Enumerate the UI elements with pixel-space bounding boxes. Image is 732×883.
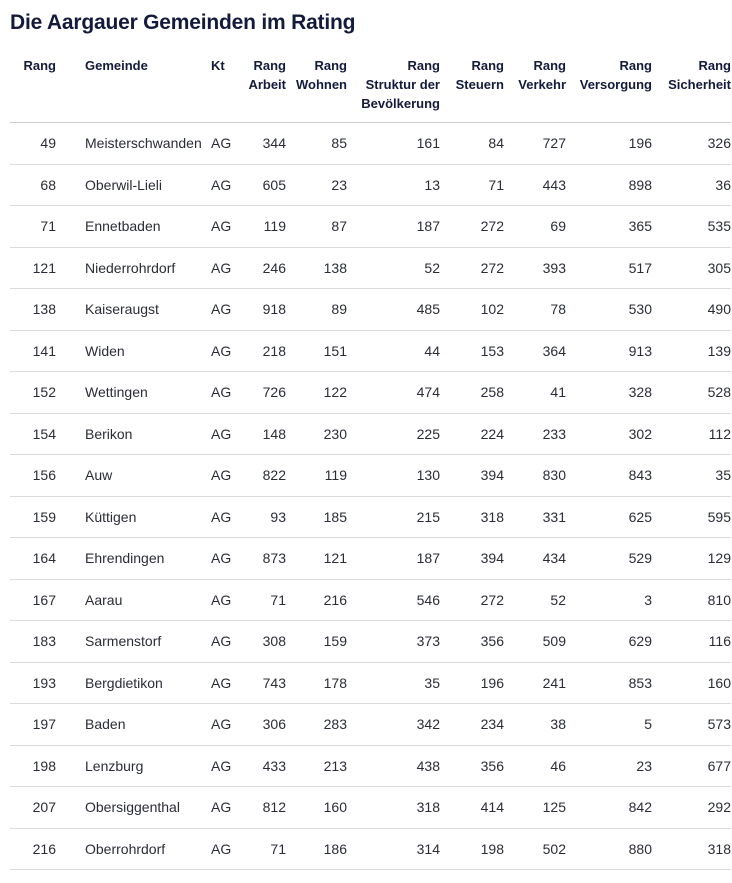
table-row <box>10 787 731 829</box>
table-row <box>10 662 731 704</box>
col-header-rang-verkehr: Rang Verkehr <box>518 58 566 92</box>
col-header-rang-versorgung: Rang Versorgung <box>579 58 652 92</box>
cell-kt: AG <box>211 508 232 525</box>
cell-rang-struktur: 52 <box>424 259 440 276</box>
table-widget <box>0 10 732 870</box>
cell-kt: AG <box>211 633 232 650</box>
cell-rang: 197 <box>32 716 56 733</box>
cell-gemeinde: Aarau <box>85 591 123 608</box>
cell-rang-wohnen: 186 <box>323 840 347 857</box>
cell-rang-steuern: 272 <box>480 591 504 608</box>
cell-gemeinde: Auw <box>85 467 113 484</box>
cell-rang-steuern: 414 <box>480 799 504 816</box>
cell-gemeinde: Obersiggenthal <box>85 799 180 816</box>
cell-rang-steuern: 272 <box>480 218 504 235</box>
cell-rang-arbeit: 743 <box>262 674 286 691</box>
table-row <box>10 413 731 455</box>
cell-rang-struktur: 35 <box>424 674 440 691</box>
cell-kt: AG <box>211 799 232 816</box>
cell-rang-arbeit: 148 <box>262 425 286 442</box>
cell-rang: 138 <box>32 301 56 318</box>
cell-rang-struktur: 161 <box>416 135 440 152</box>
cell-rang-verkehr: 727 <box>542 135 566 152</box>
cell-kt: AG <box>211 218 232 235</box>
cell-rang-arbeit: 246 <box>262 259 286 276</box>
table-row <box>10 621 731 663</box>
cell-rang-versorgung: 5 <box>644 716 652 733</box>
cell-rang-arbeit: 726 <box>262 384 286 401</box>
cell-rang-steuern: 196 <box>480 674 504 691</box>
cell-rang-wohnen: 159 <box>323 633 347 650</box>
cell-rang-sicherheit: 139 <box>707 342 731 359</box>
cell-rang-struktur: 318 <box>416 799 440 816</box>
cell-rang-sicherheit: 326 <box>707 135 731 152</box>
table-row <box>10 579 731 621</box>
table-row <box>10 372 731 414</box>
cell-kt: AG <box>211 301 232 318</box>
cell-rang-verkehr: 78 <box>550 301 566 318</box>
cell-gemeinde: Oberwil-Lieli <box>85 176 163 193</box>
table-row <box>10 164 731 206</box>
cell-rang-versorgung: 530 <box>628 301 652 318</box>
cell-rang-wohnen: 230 <box>323 425 347 442</box>
cell-rang-verkehr: 125 <box>542 799 566 816</box>
cell-rang-arbeit: 218 <box>262 342 286 359</box>
cell-kt: AG <box>211 135 232 152</box>
cell-rang: 216 <box>32 840 56 857</box>
cell-rang-struktur: 474 <box>416 384 440 401</box>
cell-rang: 183 <box>32 633 56 650</box>
cell-rang-versorgung: 898 <box>628 176 652 193</box>
cell-rang-wohnen: 121 <box>323 550 347 567</box>
col-header-rang-wohnen: Rang Wohnen <box>295 58 347 92</box>
cell-gemeinde: Wettingen <box>85 384 148 401</box>
cell-gemeinde: Ennetbaden <box>85 218 161 235</box>
cell-rang-wohnen: 119 <box>324 467 347 484</box>
cell-gemeinde: Baden <box>85 716 126 733</box>
cell-rang-struktur: 438 <box>416 757 440 774</box>
cell-rang: 49 <box>40 135 56 152</box>
cell-rang-arbeit: 93 <box>270 508 286 525</box>
cell-rang: 68 <box>40 176 56 193</box>
cell-gemeinde: Meisterschwanden <box>85 135 202 152</box>
cell-rang-versorgung: 529 <box>628 550 652 567</box>
col-header-rang-arbeit: Rang Arbeit <box>248 58 286 92</box>
cell-rang-verkehr: 46 <box>550 757 566 774</box>
cell-rang: 159 <box>32 508 56 525</box>
cell-rang-struktur: 373 <box>416 633 440 650</box>
cell-rang-struktur: 215 <box>416 508 440 525</box>
cell-rang-versorgung: 842 <box>628 799 652 816</box>
cell-rang-wohnen: 151 <box>323 342 347 359</box>
col-header-rang: Rang <box>23 58 56 73</box>
table-row <box>10 538 731 580</box>
table-row <box>10 704 731 746</box>
cell-rang-steuern: 318 <box>480 508 504 525</box>
cell-gemeinde: Sarmenstorf <box>85 633 162 650</box>
cell-rang-arbeit: 433 <box>262 757 286 774</box>
cell-rang-versorgung: 517 <box>628 259 652 276</box>
cell-gemeinde: Berikon <box>85 425 133 442</box>
cell-rang-wohnen: 85 <box>331 135 347 152</box>
cell-rang-arbeit: 812 <box>262 799 286 816</box>
cell-rang-verkehr: 830 <box>542 467 566 484</box>
cell-rang-sicherheit: 116 <box>708 633 731 650</box>
cell-rang-sicherheit: 112 <box>708 425 731 442</box>
cell-rang-struktur: 225 <box>416 425 440 442</box>
cell-rang-steuern: 272 <box>480 259 504 276</box>
cell-rang-steuern: 394 <box>480 467 504 484</box>
cell-kt: AG <box>211 384 232 401</box>
cell-rang-arbeit: 306 <box>262 716 286 733</box>
cell-rang-steuern: 258 <box>480 384 504 401</box>
cell-rang-steuern: 198 <box>480 840 504 857</box>
cell-gemeinde: Lenzburg <box>85 757 144 774</box>
col-header-rang-struktur: Rang Struktur der Bevölkerung <box>361 58 440 111</box>
cell-kt: AG <box>211 550 232 567</box>
col-header-rang-sicherheit: Rang Sicherheit <box>668 58 731 92</box>
cell-rang: 121 <box>32 259 56 276</box>
cell-rang: 152 <box>32 384 56 401</box>
cell-rang-versorgung: 853 <box>628 674 652 691</box>
cell-rang-wohnen: 23 <box>331 176 347 193</box>
cell-rang-steuern: 153 <box>480 342 504 359</box>
cell-rang-wohnen: 87 <box>331 218 347 235</box>
cell-rang: 164 <box>32 550 56 567</box>
cell-gemeinde: Oberrohrdorf <box>85 840 166 857</box>
cell-rang-sicherheit: 292 <box>707 799 731 816</box>
table-row <box>10 455 731 497</box>
cell-rang-arbeit: 918 <box>262 301 286 318</box>
cell-gemeinde: Küttigen <box>85 508 137 525</box>
table-row <box>10 247 731 289</box>
cell-rang-arbeit: 119 <box>263 218 286 235</box>
cell-rang-arbeit: 605 <box>262 176 286 193</box>
cell-rang: 71 <box>40 218 56 235</box>
cell-rang-versorgung: 302 <box>628 425 652 442</box>
cell-rang-verkehr: 41 <box>550 384 566 401</box>
cell-gemeinde: Widen <box>85 342 125 359</box>
cell-rang-verkehr: 509 <box>542 633 566 650</box>
cell-kt: AG <box>211 467 232 484</box>
cell-rang-verkehr: 434 <box>542 550 566 567</box>
cell-rang-sicherheit: 535 <box>707 218 731 235</box>
table-row <box>10 123 731 165</box>
cell-rang-verkehr: 393 <box>542 259 566 276</box>
cell-rang-sicherheit: 160 <box>707 674 731 691</box>
cell-rang-verkehr: 38 <box>550 716 566 733</box>
cell-rang: 198 <box>32 757 56 774</box>
table-body <box>10 123 731 870</box>
cell-kt: AG <box>211 757 232 774</box>
cell-rang-sicherheit: 677 <box>707 757 731 774</box>
cell-rang-sicherheit: 573 <box>707 716 731 733</box>
cell-kt: AG <box>211 425 232 442</box>
cell-rang-steuern: 394 <box>480 550 504 567</box>
cell-kt: AG <box>211 342 232 359</box>
cell-rang-versorgung: 625 <box>628 508 652 525</box>
cell-rang-verkehr: 443 <box>542 176 566 193</box>
cell-rang-sicherheit: 318 <box>707 840 731 857</box>
cell-rang-arbeit: 344 <box>262 135 286 152</box>
cell-rang-versorgung: 365 <box>628 218 652 235</box>
cell-rang-arbeit: 308 <box>262 633 286 650</box>
cell-rang-verkehr: 69 <box>550 218 566 235</box>
table-row <box>10 828 731 870</box>
cell-rang: 193 <box>32 674 56 691</box>
header-row <box>10 56 731 123</box>
cell-rang-steuern: 224 <box>480 425 504 442</box>
cell-rang-struktur: 13 <box>424 176 440 193</box>
cell-rang-sicherheit: 810 <box>707 591 731 608</box>
col-header-rang-steuern: Rang Steuern <box>455 58 504 92</box>
cell-rang-wohnen: 89 <box>331 301 347 318</box>
cell-rang-wohnen: 283 <box>323 716 347 733</box>
cell-kt: AG <box>211 591 232 608</box>
cell-rang-wohnen: 138 <box>323 259 347 276</box>
cell-rang-struktur: 44 <box>424 342 440 359</box>
cell-rang-steuern: 102 <box>480 301 504 318</box>
cell-rang-verkehr: 364 <box>542 342 566 359</box>
cell-rang-struktur: 342 <box>416 716 440 733</box>
cell-rang-verkehr: 241 <box>542 674 566 691</box>
cell-rang-struktur: 187 <box>416 218 440 235</box>
cell-gemeinde: Bergdietikon <box>85 674 163 691</box>
cell-rang-struktur: 314 <box>416 840 440 857</box>
cell-rang-arbeit: 873 <box>262 550 286 567</box>
cell-rang-wohnen: 185 <box>323 508 347 525</box>
cell-rang: 154 <box>32 425 56 442</box>
cell-rang-versorgung: 196 <box>628 135 652 152</box>
cell-rang-struktur: 546 <box>416 591 440 608</box>
cell-rang-versorgung: 629 <box>628 633 652 650</box>
cell-rang: 207 <box>32 799 56 816</box>
cell-rang-sicherheit: 36 <box>715 176 731 193</box>
cell-rang-arbeit: 822 <box>262 467 286 484</box>
cell-gemeinde: Niederrohrdorf <box>85 259 176 276</box>
cell-kt: AG <box>211 176 232 193</box>
cell-gemeinde: Ehrendingen <box>85 550 165 567</box>
cell-kt: AG <box>211 259 232 276</box>
cell-rang: 156 <box>32 467 56 484</box>
cell-rang-wohnen: 216 <box>323 591 347 608</box>
cell-rang-versorgung: 880 <box>628 840 652 857</box>
cell-rang: 141 <box>32 342 56 359</box>
cell-rang-versorgung: 23 <box>636 757 652 774</box>
cell-rang-sicherheit: 528 <box>707 384 731 401</box>
cell-rang-versorgung: 843 <box>628 467 652 484</box>
cell-rang-sicherheit: 595 <box>707 508 731 525</box>
cell-rang: 167 <box>32 591 56 608</box>
cell-rang-verkehr: 233 <box>542 425 566 442</box>
cell-rang-sicherheit: 35 <box>715 467 731 484</box>
col-header-gemeinde: Gemeinde <box>85 58 148 73</box>
rating-table <box>10 56 731 870</box>
cell-rang-versorgung: 3 <box>644 591 652 608</box>
cell-rang-sicherheit: 305 <box>707 259 731 276</box>
col-header-kt: Kt <box>211 58 225 73</box>
table-row <box>10 330 731 372</box>
cell-rang-steuern: 356 <box>480 757 504 774</box>
cell-rang-sicherheit: 129 <box>707 550 731 567</box>
cell-rang-wohnen: 160 <box>323 799 347 816</box>
cell-rang-arbeit: 71 <box>270 840 286 857</box>
cell-kt: AG <box>211 716 232 733</box>
cell-kt: AG <box>211 840 232 857</box>
cell-rang-wohnen: 178 <box>323 674 347 691</box>
cell-rang-struktur: 130 <box>416 467 440 484</box>
cell-rang-sicherheit: 490 <box>707 301 731 318</box>
cell-rang-verkehr: 52 <box>550 591 566 608</box>
cell-rang-wohnen: 122 <box>323 384 347 401</box>
cell-rang-steuern: 71 <box>488 176 504 193</box>
cell-rang-arbeit: 71 <box>270 591 286 608</box>
table-row <box>10 496 731 538</box>
cell-rang-versorgung: 913 <box>628 342 652 359</box>
cell-rang-steuern: 234 <box>480 716 504 733</box>
cell-rang-wohnen: 213 <box>323 757 347 774</box>
cell-rang-struktur: 485 <box>416 301 440 318</box>
cell-rang-verkehr: 331 <box>542 508 566 525</box>
cell-rang-steuern: 356 <box>480 633 504 650</box>
cell-rang-versorgung: 328 <box>628 384 652 401</box>
cell-gemeinde: Kaiseraugst <box>85 301 159 318</box>
table-row <box>10 206 731 248</box>
cell-rang-verkehr: 502 <box>542 840 566 857</box>
cell-kt: AG <box>211 674 232 691</box>
table-row <box>10 745 731 787</box>
table-row <box>10 289 731 331</box>
cell-rang-steuern: 84 <box>488 135 504 152</box>
cell-rang-struktur: 187 <box>416 550 440 567</box>
page-title: Die Aargauer Gemeinden im Rating <box>10 11 356 34</box>
